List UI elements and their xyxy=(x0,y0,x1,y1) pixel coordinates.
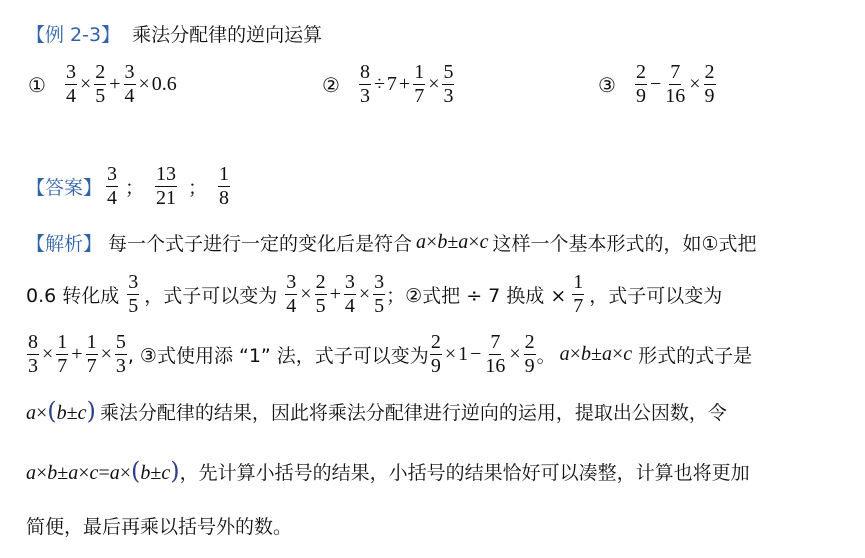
fraction: $\frac{5}{3}$ xyxy=(443,61,454,107)
analysis-label: 【解析】 xyxy=(26,233,103,255)
analysis-text: 0.6 转化成 xyxy=(26,285,120,307)
analysis-line-2: 0.6 转化成 $\frac{3}{5}$ ，式子可以变为 $\frac{3}{4}$ × $\frac{2}{5}$ + $\frac{3}{4}$ × $\frac{3}{5}$ ；②式把 ÷ 7 换成 × $\frac{1}{7}$ ，式子可以变为 xyxy=(26,271,723,317)
analysis-line-1 xyxy=(26,229,757,256)
fraction: $\frac{2}{9}$ xyxy=(704,61,715,107)
formula-a-b-c: a×b±a×c xyxy=(416,231,489,253)
problem-3: ③ $\frac{2}{9}$ − $\frac{7}{16}$ × $\frac{2}{9}$ xyxy=(598,61,715,107)
fraction: $\frac{3}{4}$ xyxy=(344,271,355,317)
problem-2-marker: ② xyxy=(322,72,340,97)
fraction: $\frac{8}{3}$ xyxy=(359,61,370,107)
fraction: $\frac{8}{3}$ xyxy=(28,331,38,377)
analysis-text: 每一个式子进行一定的变化后是符合 xyxy=(108,233,413,255)
analysis-text: 这样一个基本形式的，如①式把 xyxy=(492,233,757,255)
answer-separator: ； xyxy=(188,177,208,199)
fraction: $\frac{3}{5}$ xyxy=(128,271,139,317)
analysis-line-6 xyxy=(26,512,292,539)
problem-1: ① $\frac{3}{4}$ × $\frac{2}{5}$ + $\frac{3}{4}$ × 0.6 xyxy=(28,61,177,107)
fraction: $\frac{1}{7}$ xyxy=(86,331,97,377)
example-header xyxy=(26,20,322,47)
analysis-text: , ③式使用添 “1” 法，式子可以变为 xyxy=(127,345,429,367)
number-7: 7 xyxy=(386,73,397,95)
analysis-line-5 xyxy=(26,458,750,485)
fraction: $\frac{5}{3}$ xyxy=(115,331,126,377)
analysis-text: ，式子可以变为 xyxy=(144,285,278,307)
analysis-text: 。 xyxy=(536,345,556,367)
fraction: $\frac{3}{4}$ xyxy=(286,271,297,317)
fraction: $\frac{1}{7}$ xyxy=(414,61,425,107)
fraction: $\frac{3}{5}$ xyxy=(374,271,385,317)
answer-2: $\frac{13}{21}$ xyxy=(156,163,177,209)
problem-1-marker: ① xyxy=(28,72,46,97)
problem-2: ② $\frac{8}{3}$ ÷ 7 + $\frac{1}{7}$ × $\frac{5}{3}$ xyxy=(322,61,454,107)
formula-a-b-c: a×b±a×c xyxy=(559,343,633,365)
fraction: $\frac{2}{5}$ xyxy=(315,271,326,317)
number-1: 1 xyxy=(458,343,469,365)
fraction: $\frac{2}{5}$ xyxy=(95,61,106,107)
fraction: $\frac{3}{4}$ xyxy=(65,61,76,107)
analysis-text: 乘法分配律的结果，因此将乘法分配律进行逆向的运用，提取出公因数，令 xyxy=(99,402,727,424)
number-0-6: 0.6 xyxy=(151,73,177,95)
fraction: $\frac{1}{7}$ xyxy=(573,271,584,317)
fraction: $\frac{2}{9}$ xyxy=(524,331,535,377)
analysis-line-3: $\frac{8}{3}$ × $\frac{1}{7}$ + $\frac{1}{7}$ × $\frac{5}{3}$ , ③式使用添 “1” 法，式子可以变为 $\frac{2}{9}$ × 1 − $\frac{7}{16}$ × $\frac{2}{9}$ 。 a×b±a×c 形式的式子是 xyxy=(28,331,753,377)
fraction: $\frac{7}{16}$ xyxy=(485,331,506,377)
formula-factoring: a×b±a×c=a×(b±c) xyxy=(26,456,180,485)
example-title: 乘法分配律的逆向运算 xyxy=(132,24,323,46)
analysis-text: 形式的式子是 xyxy=(638,345,753,367)
formula-a-times-b-pm-c: a×(b±c) xyxy=(26,396,96,425)
answer-1: $\frac{3}{4}$ xyxy=(107,163,118,209)
answer-separator: ； xyxy=(125,177,145,199)
answer-3: $\frac{1}{8}$ xyxy=(219,163,230,209)
fraction: $\frac{3}{4}$ xyxy=(124,61,135,107)
fraction: $\frac{2}{9}$ xyxy=(635,61,646,107)
example-tag: 【例 2-3】 xyxy=(26,24,121,46)
problem-3-marker: ③ xyxy=(598,72,616,97)
analysis-text: ，式子可以变为 xyxy=(589,285,723,307)
answer-row xyxy=(26,164,231,209)
analysis-text: ；②式把 ÷ 7 换成 × xyxy=(386,285,567,307)
analysis-text: ，先计算小括号的结果，小括号的结果恰好可以凑整，计算也将更加 xyxy=(179,462,750,484)
answer-label: 【答案】 xyxy=(26,177,103,199)
fraction: $\frac{2}{9}$ xyxy=(430,331,441,377)
analysis-line-4 xyxy=(26,398,727,425)
analysis-text: 简便，最后再乘以括号外的数。 xyxy=(26,516,293,538)
fraction: $\frac{7}{16}$ xyxy=(665,61,686,107)
fraction: $\frac{1}{7}$ xyxy=(57,331,68,377)
